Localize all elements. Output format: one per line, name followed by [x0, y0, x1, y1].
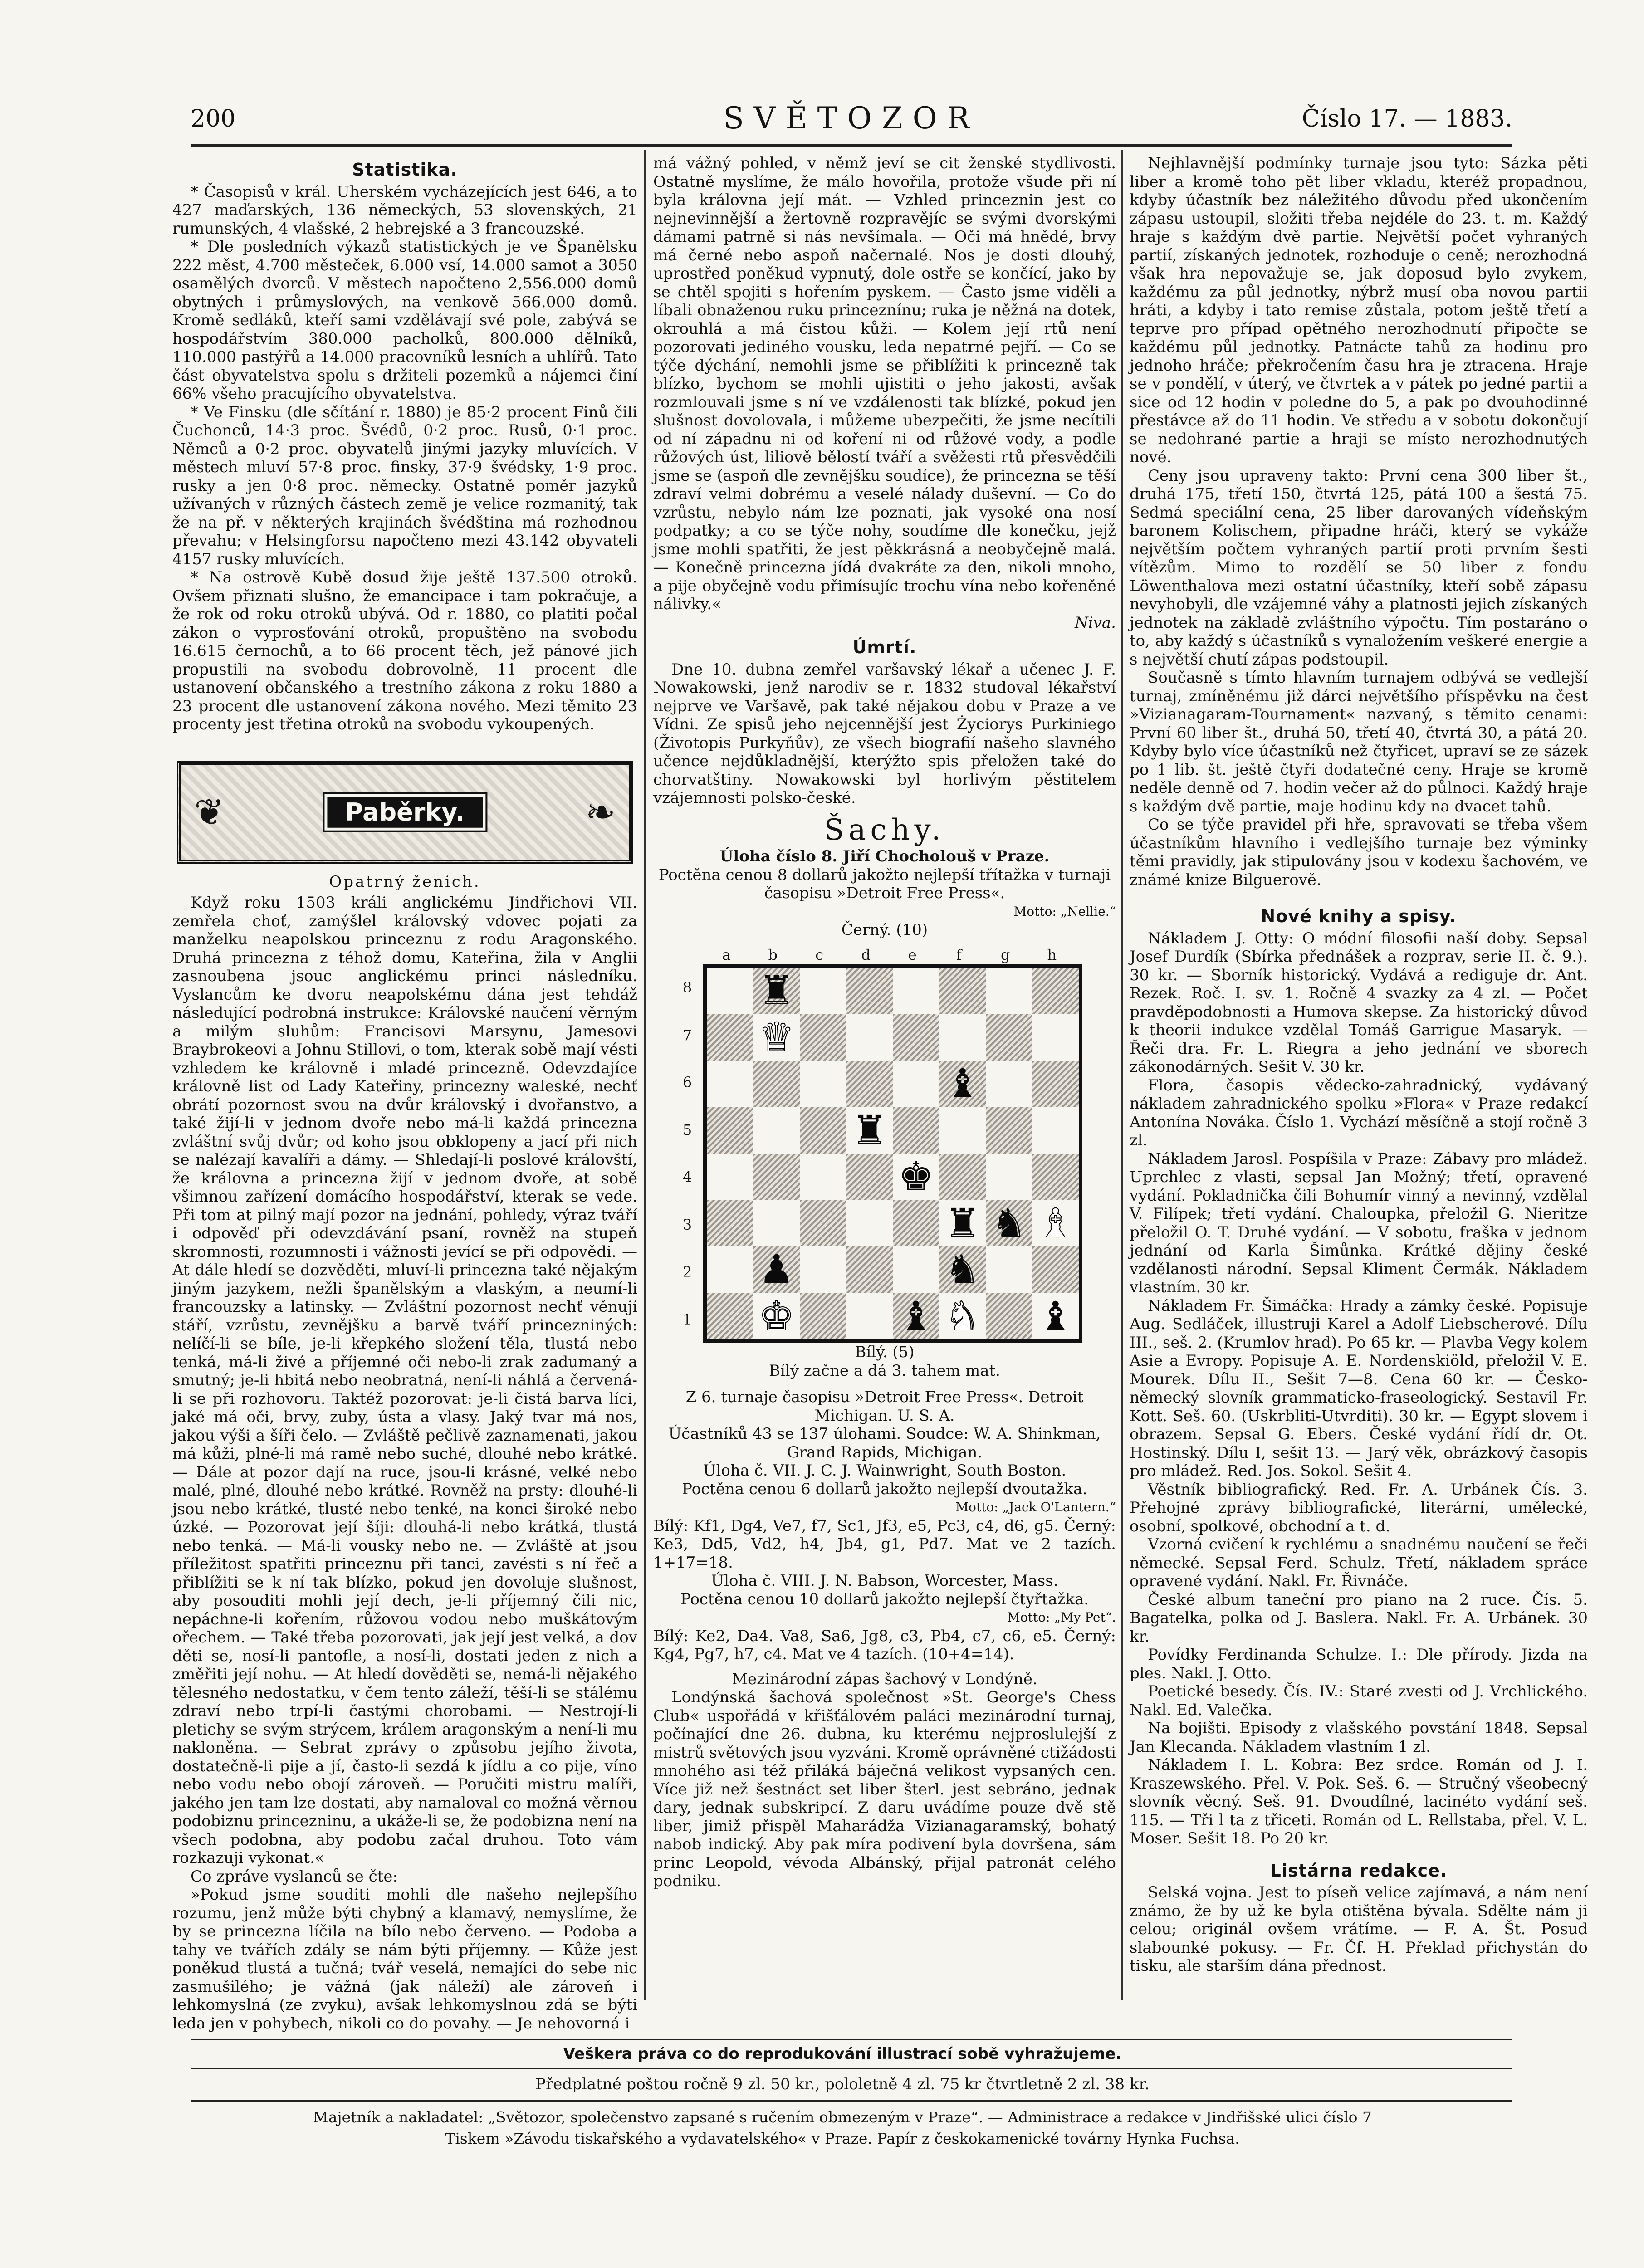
footer-rule	[191, 2100, 1512, 2102]
file-label: a	[722, 946, 731, 963]
board-square	[986, 1200, 1032, 1247]
story-paragraph: Co zpráve vyslanců se čte:	[191, 1867, 398, 1886]
story-paragraph: Když roku 1503 králi anglickému Jindřichovi VII. zemřela choť, zamýšlel královský vdovec pojati za manželku neapolskou princeznu z rodu Aragonského. Druhá princezna z téhož domu, Kateřina, žila v Anglii zasnoubena jsouc anglickému princi následníku. Vyslancům ke dvoru neapolskému dána jest tehdáž následující podrobná instrukce: Královské naučení věrným a milým sluhům: Francisovi Marsynu, Jamesovi Braybrokeovi a Johnu Stillovi, o tom, kterak sobě mají vésti vzhledem ke královně i mladé princezně. Odevzdajíce královně list od Lady Kateřiny, princezny waleské, nechť obrátí pozornost svou na dvůr královský i dvořanstvo, a také žijí-li v jednom dvoře nebo má-li každá princezna zvláštní svůj dvůr; od koho jsou obklopeny a jací při nich se nalézají kavalíři a dámy. — Shledají-li poslové královští, že královna a princezna žijí v jednom dvoře, at sobě všimnou zařízení domácího hospodářství, kterak se vede. Při tom at pilný mají pozor na jednání, pohledy, výraz tváří i odpověď při odevzdávání psaní, rovněž na stupeň skromnosti, rozumnosti i vážnosti jevící se při odpovědi. — At dále hledí se dozvěděti, mluví-li princezna také nějakým jiným jazykem, nežli španělským a vlaským, a neumí-li francouzsky a latinsky. — Zvláštní pozornost nechť věnují stáří, vzrůstu, zevnějšku a barvě tváří princezniných: nelíčí-li se bíle, je-li křepkého složení těla, tlustá nebo tenká, má-li živé a příjemné oči nebo-li zrak zadumaný a smutný; je-li hbitá nebo neobratná, není-li náhlá a červená-li se při rozhovoru. Taktéž pozorovat: je-li čistá barva líci, jaké má oči, brvy, zuby, ústa a vlasy. Jaký tvar má nos, jakou výši a šíři čelo. — Zvláště pečlivě zaznamenati, jakou má kůži, plné-li má ramě nebo suché, dlouhé nebo krátké. — Dále at pozor dají na ruce, jsou-li krásné, velké nebo malé, plné, dlouhé nebo krátké. Rovněž na prsty: dlouhé-li jsou nebo krátké, tlusté nebo tenké, na konci široké nebo úzké. — Pozorovat její šíji: dlouhá-li nebo krátká, tlustá nebo tenká. — Má-li vousky nebo ne. — Zvláště at jsou příležitost spatřiti princeznu při tanci, zavésti s ní řeč a přiblížiti se k ní tak blízko, pokud jen dovoluje slušnost, aby posouditi mohli její dech, je-li příjemný čili nic, nepáchne-li kořením, růžovou vodou nebo muškátovým ořechem. — Také třeba pozorovati, jak její jest velká, a dov děti se, nosí-li pantofle, a nosí-li, dostati jeden z nich a změřiti její nohu. — At hledí dověděti se, nemá-li nějakého tělesného nedostatku, v čem tento záleží, těší-li se stálému zdraví nebo trpí-li častými chorobami. — Nestrojí-li pletichy se svým strýcem, králem aragonským a není-li mu nakloněna. — Sebrat zprávy o způsobu jejího života, dostatečně-li pije a jí, často-li sezdá k jídlu a co pije, víno nebo vodu nebo obojí zároveň. — Poručiti mistru malíři, jakého jen tam lze dostati, aby namaloval co možná věrnou podobiznu princezninu, a ukáže-li se, že podobizna není na všech podobna, aby podobu začal druhou. Toto vám rozkazuji vykonat.«	[172, 894, 637, 1867]
turnaj-header: Z 6. turnaje časopisu »Detroit Free Press«. Detroit Michigan. U. S. A.	[685, 1388, 1084, 1425]
board-square	[939, 1293, 986, 1340]
redakce-paragraph: Selská vojna. Jest to píseň velice zajímavá, a nám není známo, že by už ke byla otištěna bývala. Sdělte nám ji celou; originál ovšem vrátíme. — F. A. Št. Posud slabounké pokusy. — Fr. Čf. H. Překlad přichystán do tisku, ale starším dána přednost.	[1130, 1883, 1588, 1975]
owner-line: Majetník a nakladatel: „Světozor, společenstvo zapsané s ručením obmezeným v Praze“. — Administrace a redakce v Jindřišské ulici číslo 7	[313, 2108, 1372, 2126]
column-3	[1130, 154, 1588, 1975]
uloha7-prize: Poctěna cenou 6 dollarů jakožto nejlepší dvoutažka.	[682, 1480, 1087, 1498]
board-square	[939, 1154, 986, 1200]
page-header	[191, 101, 1512, 142]
file-label: h	[1047, 946, 1057, 963]
story-title: Opatrný ženich.	[329, 872, 481, 891]
zapas-title: Mezinárodní zápas šachový v Londýně.	[732, 1670, 1037, 1688]
umrti-heading: Úmrtí.	[852, 637, 917, 657]
board-square	[800, 1154, 846, 1200]
board-square	[707, 1154, 754, 1200]
black-knight-icon: ♞	[991, 1199, 1027, 1246]
file-label: d	[861, 946, 871, 963]
board-square	[939, 968, 986, 1014]
board-square	[893, 1246, 939, 1293]
redakce-heading: Listárna redakce.	[1270, 1860, 1448, 1881]
board-square	[846, 1061, 893, 1107]
black-rook-icon: ♜	[851, 1106, 888, 1154]
black-bishop-icon: ♝	[944, 1060, 981, 1107]
ornament-icon: ❧	[585, 791, 616, 833]
book-entry: Věstník bibliografický. Red. Fr. A. Urbánek Čís. 3. Přehojné zprávy bibliografické, literární, umělecké, osobní, spolkové, obchodní a t. d.	[1130, 1480, 1588, 1535]
board-square	[939, 1061, 986, 1107]
board-square	[846, 1014, 893, 1061]
white-bishop-icon: ♝	[1037, 1199, 1074, 1246]
turnaj-paragraph: Současně s tímto hlavním turnajem odbývá se vedlejší turnaj, zmíněnému již dárci největšího příspěvku na čest »Vizianagaram-Tournament« nazvaný, s těmito cenami: První 60 liber št., druhá 50, třetí 40, čtvrtá 30, a pátá 20. Kdyby bylo více účastníků než čtyřicet, upraví se ze sázek po 1 lib. št. ještě čtyři dodatečné ceny. Hraje se kromě neděle denně od 7. hodin večer až do půlnoci. Každý hraje s každým dvě partie, maje hodinu kdy na dvacet tahů.	[1130, 669, 1588, 816]
uloha8-prize: Poctěna cenou 10 dollarů jakožto nejlepší čtyřtažka.	[680, 1590, 1089, 1608]
board-square	[754, 1107, 800, 1154]
black-knight-icon: ♞	[944, 1246, 981, 1293]
column-divider	[644, 150, 646, 2000]
turnaj-paragraph: Nejhlavnější podmínky turnaje jsou tyto: Sázka pěti liber a kromě toho pět liber vkladu, kteréž propadnou, kdyby účastník bez náležitého důvodu před ukončením zápasu ustoupil, složiti třeba nejdéle do 23. t. m. Každý hraje s každým dvě partie. Největší počet vyhraných partií, získaných jednotek, rozhoduje o ceně; nerozhodná však hra nepovažuje se, jak doposud bylo zvykem, každému za půl jednotky, nýbrž musí oba novou partii hráti, a kdyby i tato remise zůstala, potom ještě třetí a teprve pro případ opětného nerozhodnutí připočte se každému půl jednotky. Patnácte tahů za hodinu pro jednoho hráče; překročením času hra je ztracena. Hraje se v pondělí, v úterý, ve čtvrtek a v pátek po jedné partii a sice od 12 hodin v poledne do 5, a pak po dvouhodinné přestávce až do 11 hodin. Ve středu a v sobotu dokončují se nedohrané partie a hraji se místo nerozhodnutých nové.	[1130, 154, 1588, 466]
board-square	[1032, 1154, 1079, 1200]
board-square	[707, 1246, 754, 1293]
file-label: e	[908, 946, 917, 963]
uloha7-motto: Motto: „Jack O'Lantern.“	[955, 1500, 1116, 1515]
story-signature: Niva.	[1075, 613, 1116, 632]
board-square	[754, 1154, 800, 1200]
rank-label: 4	[682, 1168, 692, 1186]
board-square	[986, 968, 1032, 1014]
board-square	[1032, 1107, 1079, 1154]
board-square	[707, 1061, 754, 1107]
black-bishop-icon: ♝	[898, 1292, 934, 1339]
board-square	[1032, 1061, 1079, 1107]
board-square	[707, 1107, 754, 1154]
board-square	[707, 1014, 754, 1061]
rank-label: 7	[682, 1026, 692, 1044]
rank-label: 8	[682, 979, 692, 996]
turnaj-info: Účastníků 43 se 137 úlohami. Soudce: W. A. Shinkman, Grand Rapids, Michigan.	[668, 1425, 1101, 1461]
rank-label: 5	[682, 1121, 692, 1139]
board-square	[846, 968, 893, 1014]
book-entry: Povídky Ferdinanda Schulze. I.: Dle přírody. Jizda na ples. Nakl. J. Otto.	[1130, 1646, 1588, 1682]
board-square	[893, 1200, 939, 1247]
board-square	[893, 1061, 939, 1107]
board-square	[800, 1246, 846, 1293]
uloha7-title: Úloha č. VII. J. C. J. Wainwright, South Boston.	[703, 1461, 1067, 1480]
black-label: Černý. (10)	[841, 921, 928, 939]
board-square	[800, 1293, 846, 1340]
file-label: f	[956, 946, 962, 963]
black-king-icon: ♚	[898, 1153, 934, 1200]
board-square	[800, 1014, 846, 1061]
black-pawn-icon: ♟	[758, 1246, 795, 1293]
issue-label: Číslo 17. — 1883.	[1302, 105, 1512, 132]
file-label: c	[815, 946, 824, 963]
board-square	[707, 1200, 754, 1247]
statistika-paragraph: * Ve Finsku (dle sčítání r. 1880) je 85·2 procent Finů čili Čuchonců, 14·3 proc. Švédů, 0·2 proc. Rusů, 0·1 proc. Němců a 0·2 proc. obyvatelů jinými jazyky mluvících. V městech mluví 57·8 proc. finsky, 37·9 švédsky, 1·9 proc. rusky a jen 0·8 proc. německy. Ostatně poměr jazyků užívaných v různých částech země je velice rozmanitý, tak že na př. v některých krajinách švédština má rozhodnou převahu; v Helsingforsu napočteno mezi 43.142 obyvateli 4157 rusky mluvících.	[172, 403, 637, 568]
black-rook-icon: ♜	[944, 1199, 981, 1246]
board-square	[754, 1061, 800, 1107]
board-square	[893, 968, 939, 1014]
board-square	[893, 1154, 939, 1200]
black-bishop-icon: ♝	[1037, 1292, 1074, 1339]
statistika-paragraph: * Na ostrově Kubě dosud žije ještě 137.500 otroků. Ovšem přiznati slušno, že emancipace i tam pokračuje, a že rok od roku otroků ubývá. Od r. 1880, co platiti počal zákon o vyprosťování otroků, propuštěno na svobodu 16.615 černochů, a to 66 procent těch, jež pánové jich propustili na svobodu dobrovolně, 11 procent dle ustanovení občanského a trestního zákona z roku 1880 a 23 procent dle ustanovení zákona nového. Mezi těmito 23 procenty jest třetina otroků na svobodu vykoupených.	[172, 568, 637, 733]
board-square	[707, 1293, 754, 1340]
column-divider	[1121, 150, 1123, 2000]
chess-diagram	[671, 946, 1098, 1344]
board-square	[846, 1293, 893, 1340]
footer-rule	[191, 2068, 1512, 2069]
board-square	[986, 1246, 1032, 1293]
board-square	[754, 1293, 800, 1340]
uloha8-position: Bílý: Ke2, Da4. Va8, Sa6, Jg8, c3, Pb4, c7, c6, e5. Černý: Kg4, Pg7, h7, c4. Mat ve 4 tazích. (10+4=14).	[653, 1627, 1116, 1663]
board-square	[754, 1200, 800, 1247]
board-square	[754, 968, 800, 1014]
book-entry: České album taneční pro piano na 2 ruce. Čís. 5. Bagatelka, polka od J. Baslera. Nakl. Fr. A. Urbánek. 30 kr.	[1130, 1590, 1588, 1646]
rank-label: 6	[682, 1074, 692, 1091]
problem-title: Úloha číslo 8. Jiří Chocholouš v Praze.	[719, 847, 1050, 865]
board-square	[754, 1246, 800, 1293]
book-entry: Nákladem I. L. Kobra: Bez srdce. Román od J. I. Kraszewského. Přel. V. Pok. Seš. 6. — Stručný všeobecný slovník věcný. Seš. 91. Dvoudílné, lacinéto vydání seš. 115. — Tři l ta z třiceti. Román od L. Rellstaba, přel. V. L. Moser. Sešit 18. Po 20 kr.	[1130, 1756, 1588, 1848]
problem-motto: Motto: „Nellie.“	[1013, 904, 1116, 919]
board-square	[1032, 1200, 1079, 1247]
white-queen-icon: ♛	[758, 1013, 795, 1061]
board-square	[986, 1293, 1032, 1340]
footer-rule	[191, 2039, 1512, 2040]
banner-label: Paběrky.	[324, 794, 485, 831]
board-square	[800, 968, 846, 1014]
statistika-paragraph: * Časopisů v král. Uherském vycházejících jest 646, a to 427 maďarských, 136 německých, 53 slovenských, 21 rumunských, 4 vlašské, 2 hebrejské a 3 francouzské.	[172, 182, 637, 238]
rank-label: 3	[682, 1216, 692, 1233]
turnaj-paragraph: Co se týče pravidel při hře, spravovati se třeba všem účastníkům hlavního i vedlejšího turnaje bez výminky těmi pravidly, jak stipulovány jsou v kodexu šachovém, ve známé knize Bilguerově.	[1130, 816, 1588, 889]
uloha7-position: Bílý: Kf1, Dg4, Ve7, f7, Sc1, Jf3, e5, Pc3, c4, d6, g5. Černý: Ke3, Dd5, Vd2, h4, Jb4, g1, Pd7. Mat ve 2 tazích. 1+17=18.	[653, 1516, 1116, 1572]
board-square	[754, 1014, 800, 1061]
mate-note: Bílý začne a dá 3. tahem mat.	[769, 1361, 1000, 1380]
board-square	[939, 1014, 986, 1061]
header-rule	[191, 144, 1512, 147]
board-square	[846, 1200, 893, 1247]
statistika-paragraph: * Dle posledních výkazů statistických je ve Španělsku 222 měst, 4.700 městeček, 6.000 vsí, 14.000 samot a 3050 osamělých dvorců. V městech napočteno 2,556.000 domů obytných i průmyslových, na venkově 566.000 domů. Kromě sedláků, kteří sami vzdělávají své pole, zabývá se hospodářstvím 380.000 pacholků, 800.000 dělníků, 110.000 pastýřů a 14.000 pracovníků lesních a uhlířů. Tato část obyvatelstva spolu s držiteli pozemků a nájemci činí 66% všeho pracujícího obyvatelstva.	[172, 238, 637, 403]
board-square	[986, 1154, 1032, 1200]
uloha8-motto: Motto: „My Pet“.	[1007, 1610, 1116, 1625]
turnaj-paragraph: Ceny jsou upraveny takto: První cena 300 liber št., druhá 175, třetí 150, čtvrtá 125, pátá 100 a šestá 75. Sedmá speciální cena, 25 liber darovaných vídeňským baronem Kolischem, připadne hráči, který se vykáže největším počtem vyhraných partií proti prvním šesti vítězům. Mimo to rozdělí se 50 liber z fondu Löwenthalova mezi ostatní účastníky, kteří sobě zápasu nevyhobyli, dle vzájemné váhy a platnosti jejich získaných jednotek na základě zvláštního výpočtu. Tím postaráno o to, aby každý s účastníků s vynaložením veškeré energie a s největší chutí zápas podstoupil.	[1130, 466, 1588, 669]
column-2	[653, 154, 1116, 1891]
statistika-heading: Statistika.	[352, 160, 458, 180]
problem-prize: Poctěna cenou 8 dollarů jakožto nejlepší třítažka v turnaji časopisu »Detroit Free Press«.	[658, 865, 1111, 902]
board-square	[939, 1246, 986, 1293]
board-square	[800, 1107, 846, 1154]
paberky-banner	[177, 761, 633, 864]
board-square	[893, 1014, 939, 1061]
board-square	[986, 1014, 1032, 1061]
white-knight-icon: ♞	[944, 1292, 981, 1339]
board-square	[1032, 1293, 1079, 1340]
file-label: g	[1001, 946, 1010, 963]
board-square	[800, 1200, 846, 1247]
column-1	[172, 154, 637, 2033]
uloha8-title: Úloha č. VIII. J. N. Babson, Worcester, Mass.	[711, 1572, 1058, 1590]
knihy-heading: Nové knihy a spisy.	[1261, 906, 1457, 926]
board-square	[1032, 1246, 1079, 1293]
black-rook-icon: ♜	[758, 967, 795, 1014]
subscription-line: Předplatné poštou ročně 9 zl. 50 kr., pololetně 4 zl. 75 kr čtvrtletně 2 zl. 38 kr.	[535, 2075, 1150, 2093]
rank-labels	[671, 964, 703, 1343]
board-square	[800, 1061, 846, 1107]
board-square	[846, 1107, 893, 1154]
umrti-paragraph: Dne 10. dubna zemřel varšavský lékař a učenec J. F. Nowakowski, jenž narodiv se r. 1832 studoval lékařství nejprve ve Varšavě, pak také nějakou dobu v Praze a ve Vídni. Ze spisů jeho nejcennější jest Życiorys Purkiniego (Životopis Purkyňův), ze všech biografií našeho slavného učence nejdůkladnější, kterýžto spis přeložen také do chorvatštiny. Nowakowski byl horlivým pěstitelem vzájemnosti polsko-české.	[653, 660, 1116, 807]
white-label: Bílý. (5)	[855, 1343, 915, 1361]
board-square	[1032, 968, 1079, 1014]
book-entry: Nákladem Jarosl. Pospíšila v Praze: Zábavy pro mládež. Uprchlec z vlasti, sepsal Jan Možný; třetí, opravené vydání. Pokladnička čili Bohumír vinný a nevinný, vzdělal V. Filípek; třetí vydání. Chaloupka, přeložil G. Nieritze přeložil O. T. Druhé vydání. — V sobotu, fraška v jednom jednání od Karla Šimůnka. Krátké dějiny české vzdělanosti národní. Sepsal Kliment Čermák. Nákladem vlastním. 30 kr.	[1130, 1149, 1588, 1296]
board-square	[846, 1154, 893, 1200]
book-entry: Nákladem Fr. Šimáčka: Hrady a zámky české. Popisuje Aug. Sedláček, illustruji Karel a Adolf Liebscherové. Dílu III., seš. 2. (Krumlov hrad). Po 65 kr. — Plavba Vegy kolem Asie a Evropy. Popisuje A. E. Nordenskiöld, přeložil V. E. Mourek. Dílu II., Sešit 7—8. Cena 60 kr. — Česko-německý slovník grammaticko-fraseologický. Sestavil Fr. Kott. Seš. 60. (Uskrbliti-Utvrditi). 30 kr. — Egypt slovem i obrazem. Sepsal G. Ebers. České vydání řídí dr. Ot. Hostinský. Dílu I, sešit 13. — Jarý věk, obrázkový časopis pro mládež. Red. Jos. Sokol. Sešit 4.	[1130, 1296, 1588, 1480]
book-entry: Poetické besedy. Čís. IV.: Staré zvesti od J. Vrchlického. Nakl. Ed. Valečka.	[1130, 1682, 1588, 1719]
rank-label: 1	[682, 1310, 692, 1328]
book-entry: Vzorná cvičení k rychlému a snadnému naučení se řeči německé. Sepsal Ferd. Schulz. Třetí, nákladem spráce opravené vydání. Nakl. Fr. Řivnáče.	[1130, 1535, 1588, 1590]
ornament-icon: ❦	[194, 791, 225, 833]
board-square	[1032, 1014, 1079, 1061]
white-king-icon: ♚	[758, 1292, 795, 1339]
board-square	[986, 1061, 1032, 1107]
zapas-paragraph: Londýnská šachová společnost »St. George's Chess Club« uspořádá v křišťálovém paláci mezinárodní turnaj, počínající dne 26. dubna, ku kterému nejproslulejší z mistrů světových jsou vyzváni. Kromě oprávněné ctižádosti mnohého asi též přiláká báječná velikost vypsaných cen. Více již než šestnáct set liber šterl. jest sebráno, jednak dary, jednak subskripcí. Z daru uvádíme pouze dvě stě liber, jimiž přispěl Maharádža Vizianagaramský, bohatý nabob indický. Aby pak míra podivení byla dovršena, sám princ Leopold, vévoda Albánský, přijal patronát celého podniku.	[653, 1688, 1116, 1890]
board-square	[939, 1107, 986, 1154]
book-entry: Na bojišti. Episody z vlašského povstání 1848. Sepsal Jan Klecanda. Nákladem vlastním 1 zl.	[1130, 1719, 1588, 1756]
rank-label: 2	[682, 1263, 692, 1281]
sachy-heading: Šachy.	[824, 813, 945, 847]
masthead: SVĚTOZOR	[723, 101, 980, 136]
book-entry: Nákladem J. Otty: O módní filosofii naší doby. Sepsal Josef Durdík (Sbírka přednášek a rozprav, serie II. č. 9.). 30 kr. — Sborník historický. Vydává a rediguje dr. Ant. Rezek. Roč. I. sv. 1. Ročně 4 svazky za 4 zl. — Počet pravděpodobnosti a Humova skepse. Za historický důvod k theorii indukce vzdělal Tomáš Garrigue Masaryk. — Řeči dra. Fr. L. Riegra a jeho jednání ve sborech zákonodárných. Sešit V. 30 kr.	[1130, 929, 1588, 1076]
file-labels	[703, 946, 1075, 964]
story-paragraph: »Pokud jsme souditi mohli dle našeho nejlepšího rozumu, jenž může býti chybný a klamavý, nemyslíme, že by se princezna líčila na bílo nebo červeno. — Podoba a tahy ve tvářích zdály se nám býti příjemny. — Kůže jest poněkud tlustá a tučná; tvář veselá, nemajíci do sebe nic zasmušilého; je vážná (jak náleží) ale zároveň i lehkomyslná (ze zvyku), avšak lehkomyslnou zdá se býti leda jen v pohybech, nikoli co do povahy. — Je nehovorná i	[172, 1886, 637, 2033]
printer-line: Tiskem »Závodu tiskařského a vydavatelského« v Praze. Papír z českokamenické továrny Hynka Fuchsa.	[445, 2130, 1240, 2147]
story-continuation: má vážný pohled, v němž jeví se cit ženské stydlivosti. Ostatně myslíme, že málo hovořila, protože všude při ní byla královna její mát. — Vzhled princeznin jest co nejnevinnější a žertovně rozpravějíc se svými dvorskými dámami patrně si nás nevšímala. — Oči má hnědé, brvy má černé nebo aspoň načernalé. Nos je dosti dlouhý, uprostřed poněkud vypnutý, dole ostře se končící, jako by se chtěl spojiti s hořením pyskem. — Často jsme viděli a líbali obnaženou ruku princeznínu; ruka je něžná na dotek, okrouhlá a má čistou kůži. — Kolem její rtů není pozorovati jediného vousku, leda nepatrné pejří. — Co se týče dýchání, nemohli jsme se přiblížiti k princezně tak blízko, bychom se mohli ujistiti o jeho jakosti, avšak rozmlouvali jsme s ní ve vzdálenosti tak blízké, pokud jen slušnost dovolovala, i můžeme ubezpečiti, že jsme necítili od ní západnu ni od koření ni od růžové vody, a podle růžových úst, liliově bělostí tváří a svěžesti rtů přesvědčili jsme se (aspoň dle zevnějšku soudíce), že princezna se těší zdraví velmi dobrému a veselé nálady duševní. — Co do vzrůstu, nebylo nám lze poznati, jak vysoké ona nosí podpatky; a co se týče nohy, soudíme dle konečku, jejž jsme mohli spatřiti, že jest pěkkrásná a neobyčejně malá. — Konečně princezna jídá dvakráte za den, nikoli mnoho, a pije obyčejně vodu přimísujíc trochu vína nebo kořeněné nálivky.«	[653, 154, 1116, 613]
board-square	[893, 1107, 939, 1154]
rights-notice: Veškera práva co do reprodukování illustrací sobě vyhražujeme.	[563, 2045, 1122, 2063]
board-square	[846, 1246, 893, 1293]
book-entry: Flora, časopis vědecko-zahradnický, vydávaný nákladem zahradnického spolku »Flora« v Praze redakcí Antonína Nováka. Číslo 1. Vychází měsíčně a stojí ročně 3 zl.	[1130, 1076, 1588, 1149]
file-label: b	[768, 946, 778, 963]
board-square	[986, 1107, 1032, 1154]
page-number: 200	[191, 105, 236, 132]
chess-board	[703, 964, 1082, 1343]
board-square	[939, 1200, 986, 1247]
board-square	[707, 968, 754, 1014]
board-square	[893, 1293, 939, 1340]
